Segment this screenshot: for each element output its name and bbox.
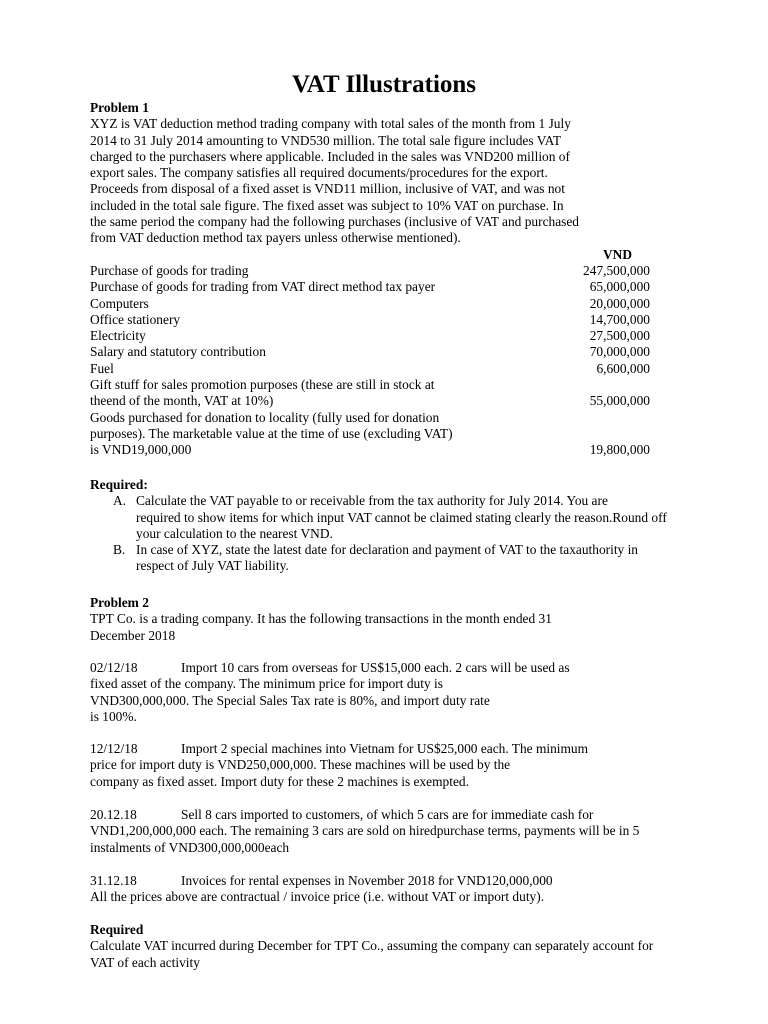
purchase-label: Fuel	[90, 360, 114, 376]
problem-1-text-line: from VAT deduction method tax payers unless otherwise mentioned).	[90, 230, 461, 246]
problem-2-heading: Problem 2	[90, 595, 149, 610]
purchase-label: is VND19,000,000	[90, 442, 192, 458]
purchase-amount: 247,500,000	[583, 262, 650, 278]
required-heading: Required:	[90, 477, 148, 492]
purchase-row	[90, 296, 650, 312]
transaction-entry	[90, 807, 690, 856]
purchase-row	[90, 328, 650, 344]
purchase-label: Salary and statutory contribution	[90, 344, 266, 360]
purchase-row	[90, 344, 650, 360]
problem-1-heading: Problem 1	[90, 100, 149, 115]
problem-1-text-line: Proceeds from disposal of a fixed asset is VND11 million, inclusive of VAT, and was not	[90, 181, 565, 197]
purchase-amount: 14,700,000	[589, 311, 650, 327]
transaction-text-line: price for import duty is VND250,000,000. These machines will be used by the	[90, 757, 511, 773]
purchase-label: Purchase of goods for trading	[90, 262, 249, 278]
transaction-text-line: Invoices for rental expenses in November 2018 for VND120,000,000	[181, 873, 553, 888]
problem-2-text-line: December 2018	[90, 627, 176, 643]
transaction-text-line: is 100%.	[90, 708, 137, 724]
purchase-label: Gift stuff for sales promotion purposes (these are still in stock at	[90, 377, 435, 393]
transaction-date: 12/12/18	[90, 741, 138, 756]
page-title: VAT Illustrations	[291, 71, 477, 98]
purchase-row	[90, 279, 650, 295]
purchase-amount: 19,800,000	[589, 442, 650, 458]
transaction-text-line: fixed asset of the company. The minimum price for import duty is	[90, 676, 443, 692]
transaction-entry	[90, 660, 690, 725]
purchase-label: theend of the month, VAT at 10%)	[90, 393, 274, 409]
problem-2-text-line: TPT Co. is a trading company. It has the following transactions in the month ended 31	[90, 611, 552, 627]
transaction-text-line: All the prices above are contractual / invoice price (i.e. without VAT or import duty).	[90, 889, 545, 905]
currency-header: VND	[602, 246, 632, 262]
purchase-amount: 65,000,000	[589, 279, 650, 295]
purchase-amount: 27,500,000	[589, 328, 650, 344]
purchase-amount: 20,000,000	[589, 295, 650, 311]
purchase-label: Computers	[90, 295, 149, 311]
required-marker: A.	[113, 493, 127, 509]
transaction-date: 31.12.18	[90, 873, 137, 888]
required-text-line: Calculate VAT incurred during December for TPT Co., assuming the company can separately account for	[90, 938, 654, 954]
transaction-entry	[90, 873, 690, 906]
purchase-row	[90, 393, 650, 409]
purchase-label: purposes). The marketable value at the time of use (excluding VAT)	[90, 425, 453, 441]
transaction-text-line: Import 2 special machines into Vietnam for US$25,000 each. The minimum	[181, 741, 589, 756]
required-text-line: In case of XYZ, state the latest date for declaration and payment of VAT to the taxauthority in	[136, 542, 638, 558]
problem-1-text-line: the same period the company had the following purchases (inclusive of VAT and purchased	[90, 214, 580, 230]
problem-1-text-line: export sales. The company satisfies all required documents/procedures for the export.	[90, 165, 548, 181]
problem-1-section	[90, 100, 650, 459]
purchase-row	[90, 263, 650, 279]
problem-1-text-line: included in the total sale figure. The fixed asset was subject to 10% VAT on purchase. In	[90, 197, 564, 213]
transaction-text-line: instalments of VND300,000,000each	[90, 839, 290, 855]
required-text-line: your calculation to the nearest VND.	[136, 525, 333, 541]
required-text-line: required to show items for which input VAT cannot be claimed stating clearly the reason.Round off	[136, 509, 667, 525]
purchase-label: Goods purchased for donation to locality (fully used for donation	[90, 409, 440, 425]
problem-1-text-line: charged to the purchasers where applicable. Included in the sales was VND200 million of	[90, 148, 570, 164]
purchase-label: Office stationery	[90, 311, 181, 327]
required-text-line: VAT of each activity	[90, 954, 200, 970]
transaction-entry	[90, 741, 690, 790]
purchase-row	[90, 361, 650, 377]
problem-2-section	[90, 595, 690, 644]
required-marker: B.	[113, 542, 126, 558]
purchase-amount: 70,000,000	[589, 344, 650, 360]
transaction-text-line: VND300,000,000. The Special Sales Tax rate is 80%, and import duty rate	[90, 692, 490, 708]
required-text-line: respect of July VAT liability.	[136, 558, 289, 574]
purchase-row	[90, 442, 650, 458]
purchase-label: Electricity	[90, 328, 146, 344]
transaction-date: 20.12.18	[90, 807, 137, 822]
purchase-row	[90, 426, 650, 442]
problem-2-required	[90, 922, 690, 971]
purchase-row	[90, 312, 650, 328]
purchase-label: Purchase of goods for trading from VAT direct method tax payer	[90, 279, 436, 295]
required-heading: Required	[90, 922, 144, 937]
purchase-amount: 6,600,000	[596, 360, 650, 376]
purchase-row	[90, 410, 650, 426]
problem-1-text-line: XYZ is VAT deduction method trading company with total sales of the month from 1 July	[90, 116, 571, 132]
purchase-amount: 55,000,000	[589, 393, 650, 409]
required-item-b	[90, 542, 690, 558]
transaction-text-line: VND1,200,000,000 each. The remaining 3 cars are sold on hiredpurchase terms, payments will be in 5	[90, 823, 640, 839]
purchases-table	[90, 263, 650, 459]
transaction-text-line: company as fixed asset. Import duty for these 2 machines is exempted.	[90, 773, 469, 789]
transaction-text-line: Import 10 cars from overseas for US$15,000 each. 2 cars will be used as	[181, 660, 570, 675]
transaction-text-line: Sell 8 cars imported to customers, of which 5 cars are for immediate cash for	[181, 807, 594, 822]
required-item-a	[90, 493, 690, 509]
problem-1-text-line: 2014 to 31 July 2014 amounting to VND530 million. The total sale figure includes VAT	[90, 132, 561, 148]
required-text-line: Calculate the VAT payable to or receivable from the tax authority for July 2014. You are	[136, 493, 608, 509]
problem-1-required	[90, 477, 690, 575]
transaction-date: 02/12/18	[90, 660, 138, 675]
purchase-row	[90, 377, 650, 393]
